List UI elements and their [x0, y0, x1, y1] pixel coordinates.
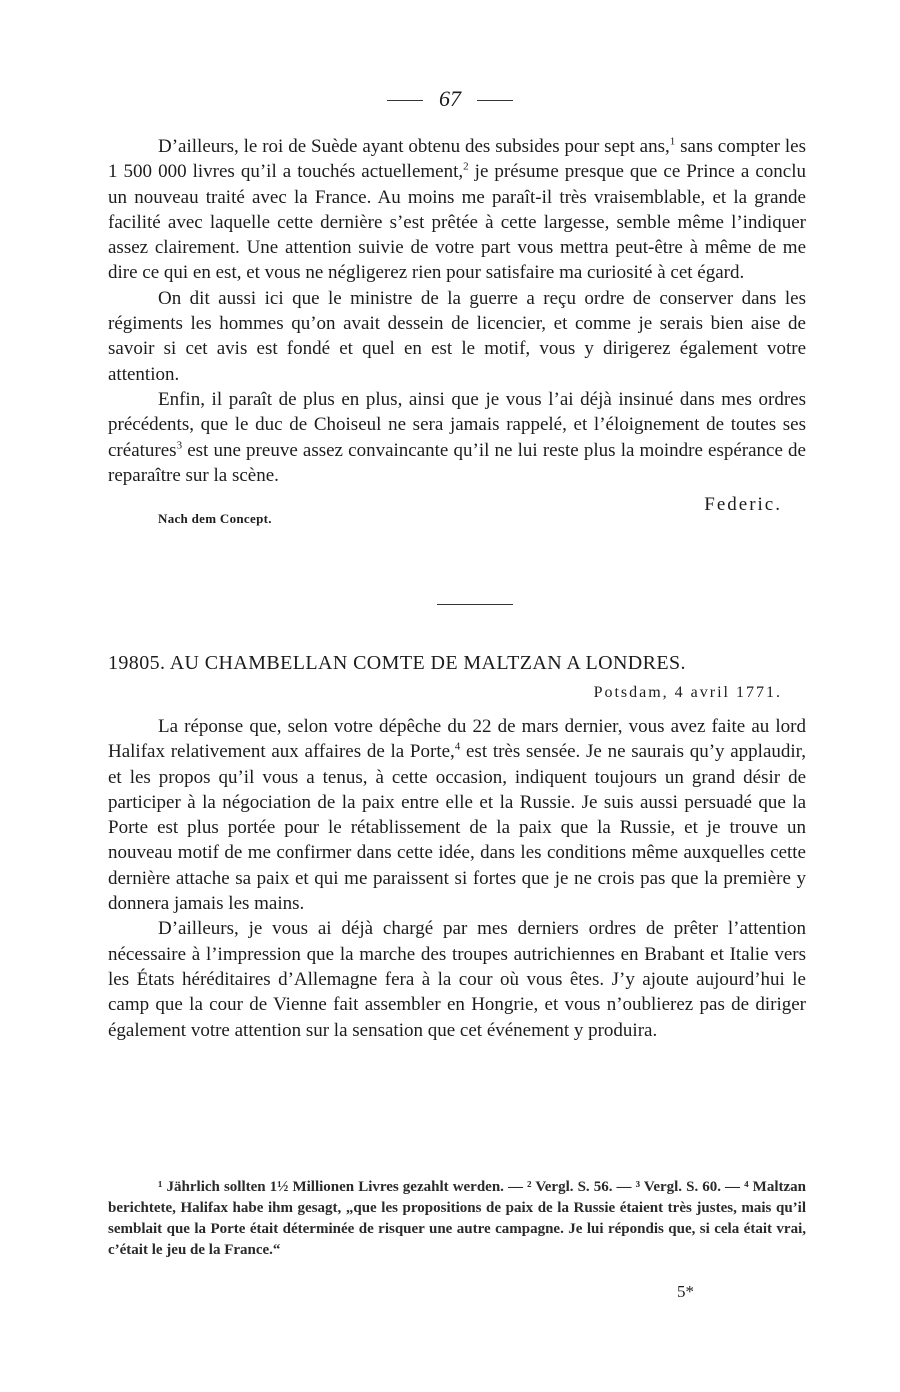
- letter-2-dateline: Potsdam, 4 avril 1771.: [593, 684, 782, 701]
- footnote-ref-2: 2: [463, 160, 469, 173]
- left-dash: [387, 100, 423, 101]
- text: est très sensée. Je ne saurais qu’y applaudir, et les propos qu’il vous a tenus, à cette occasion, indiquent toujours un grand désir de participer à la négociation de la paix entre elle et la Russie. Je suis aussi persuadé que la Porte est plus portée pour le rétablissement de la paix que la Russie, et je trouve un nouveau motif de me confirmer dans cette idée, dans les conditions même auxquelles cette dernière attache sa paix et qui me paraissent si fortes que je ne crois pas que la première y donnera jamais les mains.: [108, 741, 806, 915]
- source-note: Nach dem Concept.: [158, 511, 272, 527]
- sheet-signature-mark: 5*: [677, 1282, 694, 1301]
- letter-1-paragraph-1: [108, 134, 806, 286]
- page-number: 67: [439, 86, 461, 111]
- signature: Federic.: [704, 494, 782, 516]
- text: sans compter les 1 500 000 livres qu’il a touchés actuellement,: [108, 136, 807, 183]
- letter-1: [108, 134, 807, 527]
- footnote-text: ¹ Jährlich sollten 1½ Millionen Livres gezahlt werden. — ² Vergl. S. 56. — ³ Vergl. S. 60. — ⁴ Maltzan berichtete, Halifax habe ihm gesagt, „que les propositions de paix de la Russie étaient très justes, mais qu’il semblait que la Porte était déterminée de risquer une autre campagne. Je lui répondis que, si cela était vrai, c’était le jeu de la France.“: [108, 1179, 806, 1258]
- letter-2: [108, 714, 806, 1043]
- letter-1-paragraph-3: [108, 387, 806, 488]
- text: La réponse que, selon votre dépêche du 22 de mars dernier, vous avez faite au lord Halifax relativement aux affaires de la Porte,: [108, 716, 806, 763]
- letter-2-heading: 19805. AU CHAMBELLAN COMTE DE MALTZAN A LONDRES.: [108, 652, 686, 674]
- section-divider: [437, 604, 513, 605]
- text: est une preuve assez convaincante qu’il ne lui reste plus la moindre espérance de reparaître sur la scène.: [108, 439, 806, 486]
- footnotes: [108, 1177, 806, 1261]
- letter-1-paragraph-2: On dit aussi ici que le ministre de la guerre a reçu ordre de conserver dans les régiments les hommes qu’on avait dessein de licencier, et comme je serais bien aise de savoir si cet avis est fondé et quel en est le motif, vous y dirigerez également votre attention.: [108, 287, 806, 385]
- footnote-ref-4: 4: [454, 740, 461, 753]
- text: je présume presque que ce Prince a conclu un nouveau traité avec la France. Au moins me paraît-il très vraisemblable, et la grande facilité avec laquelle cette dernière s’est prêtée à cette largesse, semble même l’indiquer assez clairement. Une attention suivie de votre part vous mettra peut-être à même de me dire ce qui en est, et vous ne négligerez rien pour satisfaire ma curiosité à cet égard.: [108, 161, 806, 284]
- right-dash: [477, 100, 513, 101]
- text: D’ailleurs, le roi de Suède ayant obtenu des subsides pour sept ans,: [158, 136, 670, 157]
- letter-2-paragraph-1: [108, 714, 806, 916]
- footnote-ref-1: 1: [669, 135, 676, 148]
- page-number-line: [0, 86, 900, 112]
- signature-row: [108, 488, 806, 527]
- footnote-ref-3: 3: [176, 439, 183, 452]
- letter-2-paragraph-2: D’ailleurs, je vous ai déjà chargé par mes derniers ordres de prêter l’attention nécessaire à l’impression que la marche des troupes autrichiennes en Brabant et Italie vers les États héréditaires d’Allemagne fera à la cour où vous êtes. J’y ajoute aujourd’hui le camp que la cour de Vienne fait assembler en Hongrie, et vous n’oublierez pas de diriger également votre attention sur la sensation que cet événement y produira.: [108, 918, 806, 1041]
- text: Enfin, il paraît de plus en plus, ainsi que je vous l’ai déjà insinué dans mes ordres précédents, que le duc de Choiseul ne sera jamais rappelé, et l’éloignement de toutes ses créatures: [108, 388, 806, 461]
